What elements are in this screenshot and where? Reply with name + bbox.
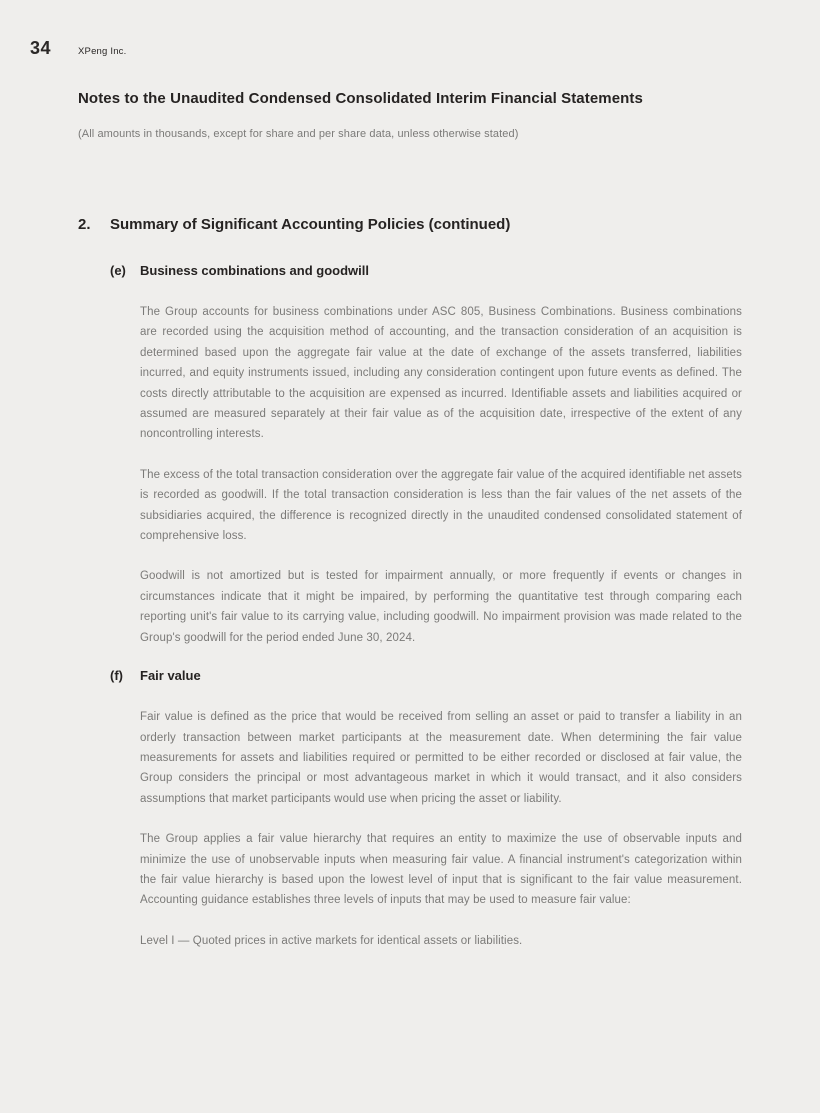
subsection-label: (f) (110, 668, 123, 684)
subsection-fair-value (110, 668, 742, 951)
subsection-business-combinations (110, 263, 742, 648)
subsection-body (140, 302, 742, 648)
paragraph: The Group applies a fair value hierarchy that requires an entity to maximize the use of observable inputs and minimize the use of unobservable inputs when measuring fair value. A financial instrument's categorization within the fair value hierarchy is based upon the lowest level of input that is significant to the fair value measurement. Accounting guidance establishes three levels of inputs that may be used to measure fair value: (140, 833, 742, 907)
page-header (30, 38, 742, 59)
subsection-title: Business combinations and goodwill (140, 263, 369, 278)
subsection-heading (110, 668, 742, 683)
subsection-label: (e) (110, 263, 126, 278)
paragraph: Goodwill is not amortized but is tested for impairment annually, or more frequently if events or changes in circumstances indicate that it might be impaired, by performing the quantitative test through comparing each reporting unit's fair value to its carrying value, including goodwill. No impairment provision was made related to the Group's goodwill for the period ended June 30, 2024. (140, 570, 742, 644)
paragraph: The excess of the total transaction consideration over the aggregate fair value of the acquired identifiable net assets is recorded as goodwill. If the total transaction consideration is less than the fair values of the net assets of the subsidiaries acquired, the difference is recognized directly in the unaudited condensed consolidated statement of comprehensive loss. (140, 468, 742, 543)
subsection-heading (110, 263, 742, 278)
document-subtitle: (All amounts in thousands, except for share and per share data, unless otherwise stated) (78, 128, 519, 140)
section-title: Summary of Significant Accounting Policies (continued) (110, 216, 511, 233)
section-accounting-policies (78, 216, 742, 951)
section-content (110, 263, 742, 951)
paragraph: Fair value is defined as the price that would be received from selling an asset or paid to transfer a liability in an orderly transaction between market participants at the measurement date. When determining the fair value measurements for assets and liabilities required or permitted to be either recorded or disclosed at fair value, the Group considers the principal or most advantageous market in which it would transact, and it also considers assumptions that market participants would use when pricing the asset or liability. (140, 711, 742, 805)
paragraph-level-1: Level I — Quoted prices in active markets for identical assets or liabilities. (140, 934, 523, 947)
section-number: 2. (78, 216, 91, 233)
company-name: XPeng Inc. (78, 46, 127, 57)
section-heading (78, 216, 742, 233)
subsection-title: Fair value (140, 668, 201, 684)
page-number: 34 (30, 38, 52, 58)
paragraph: The Group accounts for business combinations under ASC 805, Business Combinations. Business combinations are recorded using the acquisition method of accounting, and the transaction consideration of an acquisition is determined based upon the aggregate fair value at the date of exchange of the assets transferred, liabilities incurred, and equity instruments issued, including any consideration contingent upon future events as defined. The costs directly attributable to the acquisition are expensed as incurred. Identifiable assets and liabilities acquired or assumed are measured separately at their fair value as of the acquisition date, irrespective of the extent of any noncontrolling interests. (140, 306, 742, 441)
document-title: Notes to the Unaudited Condensed Consolidated Interim Financial Statements (78, 90, 643, 107)
subsection-body (140, 707, 742, 951)
